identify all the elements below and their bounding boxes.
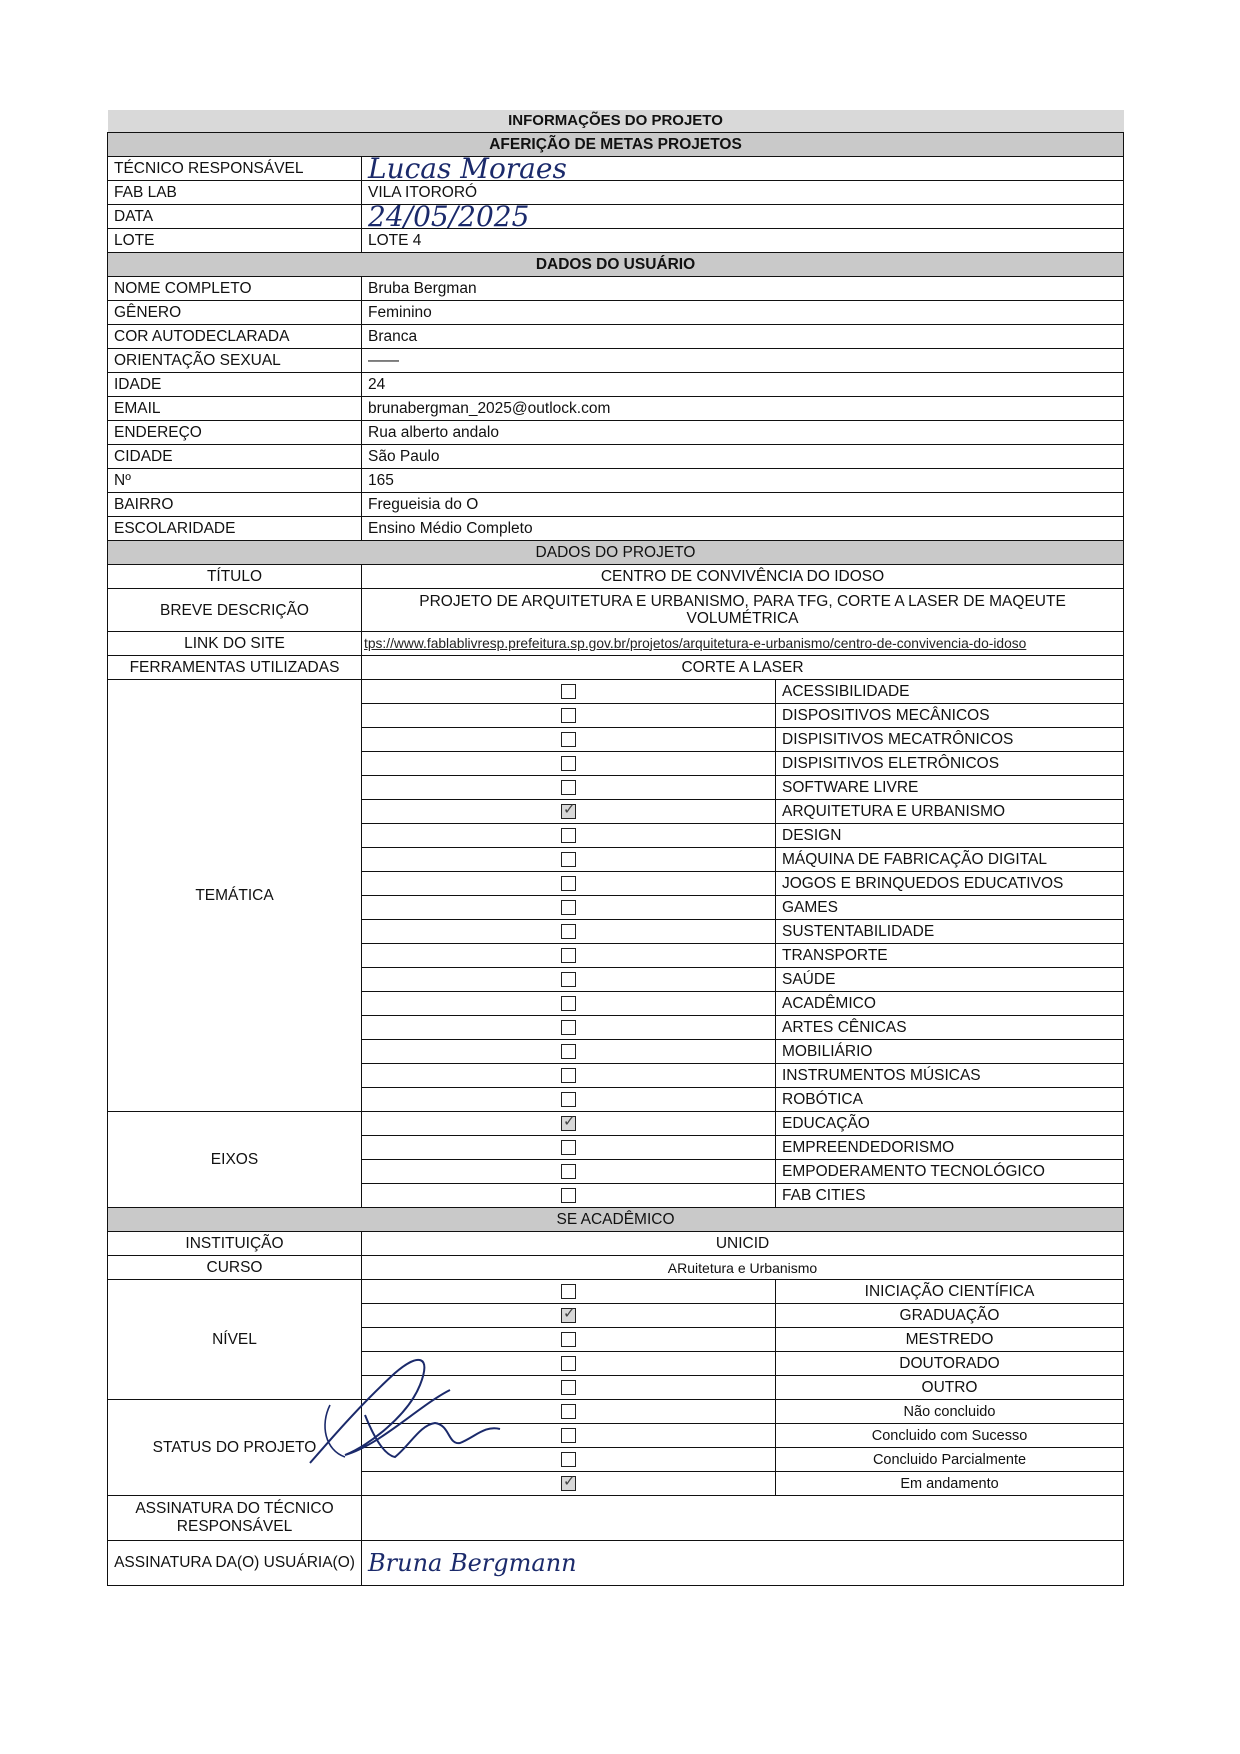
- academic-row: [108, 1232, 1124, 1256]
- academic-row: [108, 1256, 1124, 1280]
- project-row: [108, 565, 1124, 589]
- user-row: [108, 325, 1124, 349]
- checkbox-cell: [362, 1160, 776, 1184]
- option-software-livre: SOFTWARE LIVRE: [776, 776, 1124, 800]
- checkbox-cell: [362, 1304, 776, 1328]
- info-label: FAB LAB: [108, 181, 362, 205]
- info-row: [108, 205, 1124, 229]
- status-do-projeto-label: STATUS DO PROJETO: [108, 1400, 362, 1496]
- info-label: DATA: [108, 205, 362, 229]
- checkbox-cell: [362, 1448, 776, 1472]
- info-row: [108, 157, 1124, 181]
- option-empreendedorismo: EMPREENDEDORISMO: [776, 1136, 1124, 1160]
- option-instrumentos-musicas: INSTRUMENTOS MÚSICAS: [776, 1064, 1124, 1088]
- option-outro: OUTRO: [776, 1376, 1124, 1400]
- option-saude: SAÚDE: [776, 968, 1124, 992]
- checkbox[interactable]: [561, 1380, 576, 1395]
- option-dispositivos-mecanicos: DISPOSITIVOS MECÂNICOS: [776, 704, 1124, 728]
- checkbox[interactable]: [561, 1404, 576, 1419]
- info-label: LOTE: [108, 229, 362, 253]
- user-row: [108, 373, 1124, 397]
- user-field-label: EMAIL: [108, 397, 362, 421]
- option-sustentabilidade: SUSTENTABILIDADE: [776, 920, 1124, 944]
- user-field-value: ——: [362, 349, 1124, 373]
- checkbox[interactable]: [561, 1068, 576, 1083]
- info-row: [108, 181, 1124, 205]
- signature-row: [108, 1541, 1124, 1586]
- user-field-value: brunabergman_2025@outlock.com: [362, 397, 1124, 421]
- user-row: [108, 517, 1124, 541]
- titulo-value: CENTRO DE CONVIVÊNCIA DO IDOSO: [362, 565, 1124, 589]
- checkbox[interactable]: [561, 972, 576, 987]
- checkbox[interactable]: [561, 1164, 576, 1179]
- option-row: [108, 1400, 1124, 1424]
- info-value: LOTE 4: [362, 229, 1124, 253]
- checkbox[interactable]: [561, 948, 576, 963]
- user-field-label: IDADE: [108, 373, 362, 397]
- user-field-label: NOME COMPLETO: [108, 277, 362, 301]
- option-jogos-e-brinquedos-educativos: JOGOS E BRINQUEDOS EDUCATIVOS: [776, 872, 1124, 896]
- checkbox-cell: [362, 1184, 776, 1208]
- checkbox-checked[interactable]: [561, 1116, 576, 1131]
- checkbox-cell: [362, 704, 776, 728]
- checkbox-cell: [362, 920, 776, 944]
- technician-signature-field[interactable]: [362, 1496, 1124, 1541]
- signature-row: [108, 1496, 1124, 1541]
- eixos-label: EIXOS: [108, 1112, 362, 1208]
- checkbox[interactable]: [561, 996, 576, 1011]
- checkbox[interactable]: [561, 924, 576, 939]
- academic-section-title: SE ACADÊMICO: [108, 1208, 1124, 1232]
- form-sheet: [107, 110, 1123, 1586]
- section-row: [108, 541, 1124, 565]
- checkbox-cell: [362, 992, 776, 1016]
- checkbox-cell: [362, 872, 776, 896]
- user-field-label: ESCOLARIDADE: [108, 517, 362, 541]
- user-field-label: GÊNERO: [108, 301, 362, 325]
- option-iniciacao-cientifica: INICIAÇÃO CIENTÍFICA: [776, 1280, 1124, 1304]
- checkbox-checked[interactable]: [561, 1476, 576, 1491]
- info-label: TÉCNICO RESPONSÁVEL: [108, 157, 362, 181]
- technician-signature-label: ASSINATURA DO TÉCNICO RESPONSÁVEL: [108, 1496, 362, 1541]
- checkbox-cell: [362, 1376, 776, 1400]
- user-field-value: Ensino Médio Completo: [362, 517, 1124, 541]
- form-subtitle: AFERIÇÃO DE METAS PROJETOS: [108, 133, 1124, 157]
- checkbox[interactable]: [561, 1044, 576, 1059]
- checkbox[interactable]: [561, 708, 576, 723]
- user-field-value: 24: [362, 373, 1124, 397]
- checkbox-cell: [362, 1016, 776, 1040]
- checkbox[interactable]: [561, 1092, 576, 1107]
- project-row: [108, 632, 1124, 656]
- project-row: [108, 589, 1124, 632]
- checkbox-cell: [362, 968, 776, 992]
- instituicao-value: UNICID: [362, 1232, 1124, 1256]
- user-signature-field[interactable]: Bruna Bergmann: [362, 1541, 1124, 1586]
- checkbox-cell: [362, 1352, 776, 1376]
- option-row: [108, 1280, 1124, 1304]
- section-row: [108, 1208, 1124, 1232]
- option-mobiliario: MOBILIÁRIO: [776, 1040, 1124, 1064]
- option-fab-cities: FAB CITIES: [776, 1184, 1124, 1208]
- user-field-label: Nº: [108, 469, 362, 493]
- checkbox[interactable]: [561, 828, 576, 843]
- descricao-value: PROJETO DE ARQUITETURA E URBANISMO, PARA TFG, CORTE A LASER DE MAQEUTE VOLUMÉTRICA: [362, 589, 1124, 632]
- user-field-value: Bruba Bergman: [362, 277, 1124, 301]
- project-row: [108, 656, 1124, 680]
- user-row: [108, 277, 1124, 301]
- instituicao-label: INSTITUIÇÃO: [108, 1232, 362, 1256]
- option-mestredo: MESTREDO: [776, 1328, 1124, 1352]
- user-field-label: ENDEREÇO: [108, 421, 362, 445]
- user-row: [108, 349, 1124, 373]
- info-row: [108, 229, 1124, 253]
- user-signature-label: ASSINATURA DA(O) USUÁRIA(O): [108, 1541, 362, 1586]
- checkbox[interactable]: [561, 780, 576, 795]
- user-row: [108, 469, 1124, 493]
- section-row: [108, 253, 1124, 277]
- checkbox[interactable]: [561, 756, 576, 771]
- project-section-title: DADOS DO PROJETO: [108, 541, 1124, 565]
- info-value: 24/05/2025: [362, 205, 1124, 229]
- checkbox[interactable]: [561, 1140, 576, 1155]
- checkbox[interactable]: [561, 1188, 576, 1203]
- user-field-value: Rua alberto andalo: [362, 421, 1124, 445]
- checkbox-cell: [362, 1424, 776, 1448]
- option-maquina-de-fabricacao-digital: MÁQUINA DE FABRICAÇÃO DIGITAL: [776, 848, 1124, 872]
- curso-label: CURSO: [108, 1256, 362, 1280]
- form-title: INFORMAÇÕES DO PROJETO: [108, 110, 1124, 133]
- ferramentas-value: CORTE A LASER: [362, 656, 1124, 680]
- option-games: GAMES: [776, 896, 1124, 920]
- checkbox-cell: [362, 1136, 776, 1160]
- tematica-label: TEMÁTICA: [108, 680, 362, 1112]
- option-dispisitivos-eletronicos: DISPISITIVOS ELETRÔNICOS: [776, 752, 1124, 776]
- option-design: DESIGN: [776, 824, 1124, 848]
- checkbox-cell: [362, 1328, 776, 1352]
- checkbox[interactable]: [561, 1020, 576, 1035]
- option-dispisitivos-mecatronicos: DISPISITIVOS MECATRÔNICOS: [776, 728, 1124, 752]
- checkbox[interactable]: [561, 900, 576, 915]
- option-nao-concluido: Não concluido: [776, 1400, 1124, 1424]
- checkbox-cell: [362, 1472, 776, 1496]
- checkbox-cell: [362, 1400, 776, 1424]
- checkbox[interactable]: [561, 732, 576, 747]
- user-field-label: COR AUTODECLARADA: [108, 325, 362, 349]
- titulo-label: TÍTULO: [108, 565, 362, 589]
- option-educacao: EDUCAÇÃO: [776, 1112, 1124, 1136]
- user-row: [108, 397, 1124, 421]
- info-value: Lucas Moraes: [362, 157, 1124, 181]
- option-row: [108, 1112, 1124, 1136]
- descricao-label: BREVE DESCRIÇÃO: [108, 589, 362, 632]
- info-value: VILA ITORORÓ: [362, 181, 1124, 205]
- project-form-table: [107, 110, 1124, 1586]
- checkbox-cell: [362, 848, 776, 872]
- user-field-label: CIDADE: [108, 445, 362, 469]
- user-field-value: São Paulo: [362, 445, 1124, 469]
- option-academico: ACADÊMICO: [776, 992, 1124, 1016]
- user-row: [108, 493, 1124, 517]
- checkbox-checked[interactable]: [561, 804, 576, 819]
- option-graduacao: GRADUAÇÃO: [776, 1304, 1124, 1328]
- link-value[interactable]: tps://www.fablablivresp.prefeitura.sp.gov.br/projetos/arquitetura-e-urbanismo/centro-de-convivencia-do-idoso: [362, 632, 1124, 656]
- user-row: [108, 445, 1124, 469]
- option-empoderamento-tecnologico: EMPODERAMENTO TECNOLÓGICO: [776, 1160, 1124, 1184]
- checkbox-cell: [362, 944, 776, 968]
- checkbox-cell: [362, 1088, 776, 1112]
- user-row: [108, 421, 1124, 445]
- checkbox[interactable]: [561, 1452, 576, 1467]
- option-row: [108, 680, 1124, 704]
- checkbox-cell: [362, 1064, 776, 1088]
- checkbox-cell: [362, 1280, 776, 1304]
- user-field-label: BAIRRO: [108, 493, 362, 517]
- option-robotica: ROBÓTICA: [776, 1088, 1124, 1112]
- checkbox-cell: [362, 680, 776, 704]
- checkbox[interactable]: [561, 1284, 576, 1299]
- option-concluido-com-sucesso: Concluido com Sucesso: [776, 1424, 1124, 1448]
- checkbox[interactable]: [561, 852, 576, 867]
- checkbox-cell: [362, 728, 776, 752]
- link-label: LINK DO SITE: [108, 632, 362, 656]
- option-doutorado: DOUTORADO: [776, 1352, 1124, 1376]
- checkbox[interactable]: [561, 1428, 576, 1443]
- checkbox-cell: [362, 1112, 776, 1136]
- user-field-label: ORIENTAÇÃO SEXUAL: [108, 349, 362, 373]
- option-artes-cenicas: ARTES CÊNICAS: [776, 1016, 1124, 1040]
- checkbox-cell: [362, 896, 776, 920]
- option-arquitetura-e-urbanismo: ARQUITETURA E URBANISMO: [776, 800, 1124, 824]
- user-field-value: Branca: [362, 325, 1124, 349]
- user-row: [108, 301, 1124, 325]
- checkbox[interactable]: [561, 1332, 576, 1347]
- user-field-value: Feminino: [362, 301, 1124, 325]
- option-acessibilidade: ACESSIBILIDADE: [776, 680, 1124, 704]
- checkbox-cell: [362, 776, 776, 800]
- checkbox[interactable]: [561, 1356, 576, 1371]
- checkbox-cell: [362, 752, 776, 776]
- curso-value: ARuitetura e Urbanismo: [362, 1256, 1124, 1280]
- user-section-title: DADOS DO USUÁRIO: [108, 253, 1124, 277]
- user-field-value: Fregueisia do O: [362, 493, 1124, 517]
- option-em-andamento: Em andamento: [776, 1472, 1124, 1496]
- checkbox[interactable]: [561, 876, 576, 891]
- ferramentas-label: FERRAMENTAS UTILIZADAS: [108, 656, 362, 680]
- checkbox-cell: [362, 824, 776, 848]
- nivel-label: NÍVEL: [108, 1280, 362, 1400]
- checkbox-cell: [362, 800, 776, 824]
- checkbox[interactable]: [561, 684, 576, 699]
- checkbox-cell: [362, 1040, 776, 1064]
- option-transporte: TRANSPORTE: [776, 944, 1124, 968]
- checkbox-checked[interactable]: [561, 1308, 576, 1323]
- user-field-value: 165: [362, 469, 1124, 493]
- option-concluido-parcialmente: Concluido Parcialmente: [776, 1448, 1124, 1472]
